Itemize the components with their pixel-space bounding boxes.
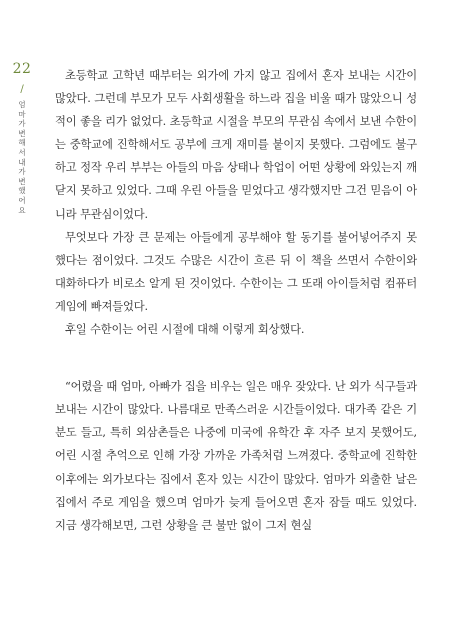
- section-gap: [55, 341, 417, 375]
- paragraph: 후일 수한이는 어린 시절에 대해 이렇게 회상했다.: [65, 323, 305, 337]
- paragraph: 무엇보다 가장 큰 문제는 아들에게 공부해야 할 동기를 불어넣어주지 못했다는 점이었다. 그것도 수많은 시간이 흐른 뒤 이 책을 쓰면서 수한이와 대화하다가 비로소 알게 된 것이었다. 수한이는 그 또래 아이들처럼 컴퓨터 게임에 빠져들었다.: [55, 230, 417, 313]
- body-text: [55, 64, 417, 537]
- running-head-divider: /: [20, 84, 24, 95]
- paragraph: 초등학교 고학년 때부터는 외가에 가지 않고 집에서 혼자 보내는 시간이 많았다. 그런데 부모가 모두 사회생활을 하느라 집을 비울 때가 많았으니 성적이 좋을 리가 없었다. 초등학교 시절을 부모의 무관심 속에서 보낸 수한이는 중학교에 진학해서도 공부에 크게 재미를 붙이지 못했다. 그럼에도 불구하고 정작 우리 부부는 아들의 마음 상태나 학업이 어떤 상황에 와있는지 깨닫지 못하고 있었다. 그때 우린 아들을 믿었다고 생각했지만 그건 믿음이 아니라 무관심이었다.: [55, 69, 417, 221]
- running-title: 엄마가 변해서 내가 변했어요: [18, 100, 26, 215]
- page-number: 22: [12, 61, 32, 77]
- quote-paragraph: “어렸을 때 엄마, 아빠가 집을 비우는 일은 매우 잦았다. 난 외가 식구들과 보내는 시간이 많았다. 나름대로 만족스러운 시간들이었다. 대가족 같은 기분도 들고, 특히 외삼촌들은 나중에 미국에 유학간 후 자주 보지 못했어도, 어린 시절 추억으로 인해 가장 가까운 가족처럼 느껴졌다. 중학교에 진학한 이후에는 외가보다는 집에서 혼자 있는 시간이 많았다. 엄마가 외출한 날은 집에서 주로 게임을 했으며 엄마가 늦게 들어오면 혼자 잠들 때도 있었다. 지금 생각해보면, 그런 상황을 큰 불만 없이 그저 현실: [55, 380, 417, 532]
